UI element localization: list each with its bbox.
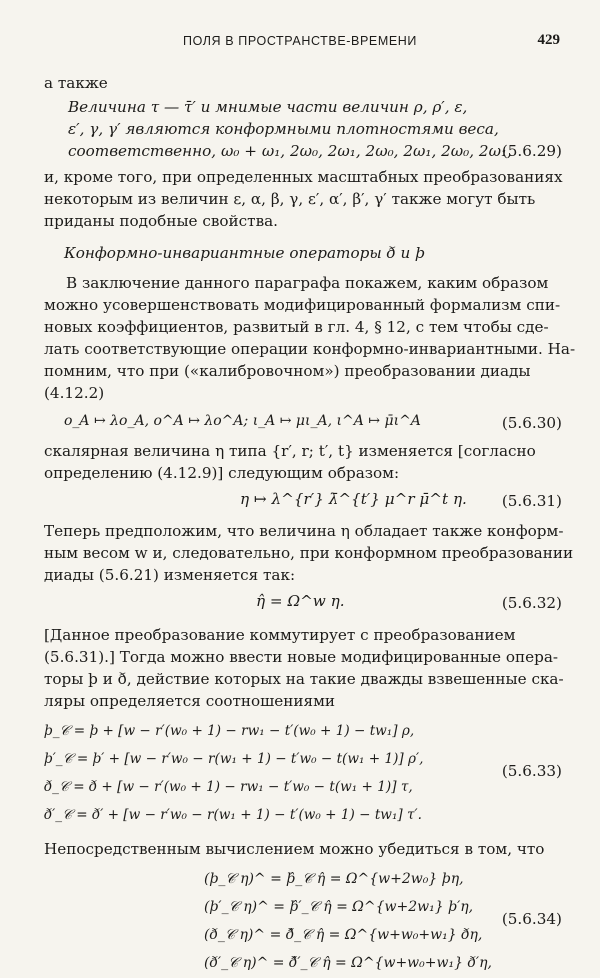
equation-formula: η̂ = Ω^w η. bbox=[256, 592, 345, 610]
equation-line: ð_𝒞 = ð + [w − r′(w₀ + 1) − rw₁ − t′w₀ − t(w₁ + 1)] τ, bbox=[44, 779, 413, 795]
equation-line: (ð_𝒞 η)^ = ð̂_𝒞 η̂ = Ω^{w+w₀+w₁} ðη, bbox=[204, 927, 483, 943]
paragraph bbox=[44, 624, 562, 712]
equation-number: (5.6.31) bbox=[501, 492, 562, 510]
statement-line: соответственно, ω₀ + ω₁, 2ω₀, 2ω₁, 2ω₀, 2ω₁, 2ω₀, 2ω₁, bbox=[68, 142, 512, 160]
paragraph-line: скалярная величина η типа {r′, r; t′, t} изменяется [согласно bbox=[44, 442, 536, 460]
statement-5-6-29 bbox=[68, 96, 562, 162]
paragraph-line: ляры определяется соотношениями bbox=[44, 692, 336, 710]
equation-5-6-33 bbox=[44, 718, 562, 830]
equation-number: (5.6.34) bbox=[501, 910, 562, 928]
paragraph-line: приданы подобные свойства. bbox=[44, 212, 279, 230]
paragraph-line: помним, что при («калибровочном») преобразовании диады bbox=[44, 362, 531, 380]
paragraph-line: Непосредственным вычислением можно убедиться в том, что bbox=[44, 840, 545, 858]
paragraph-line: определению (4.12.9)] следующим образом: bbox=[44, 464, 400, 482]
paragraph-line: В заключение данного параграфа покажем, каким образом bbox=[66, 274, 549, 292]
equation-line: (þ_𝒞 η)^ = þ̂_𝒞 η̂ = Ω^{w+2w₀} þη, bbox=[204, 871, 464, 887]
paragraph-line: лать соответствующие операции конформно-инвариантными. На- bbox=[44, 340, 576, 358]
equation-line: (ð′_𝒞 η)^ = ð̂′_𝒞 η̂ = Ω^{w+w₀+w₁} ð′η, bbox=[204, 955, 492, 971]
equation-5-6-34 bbox=[44, 866, 562, 978]
body-line: а также bbox=[44, 74, 108, 92]
paragraph bbox=[44, 272, 576, 404]
running-head bbox=[0, 34, 600, 56]
equation-5-6-30 bbox=[44, 410, 562, 436]
paragraph-line: [Данное преобразование коммутирует с преобразованием bbox=[44, 626, 516, 644]
equation-system bbox=[44, 718, 423, 830]
equation-number: (5.6.32) bbox=[501, 594, 562, 612]
paragraph-line: и, кроме того, при определенных масштабных преобразованиях bbox=[44, 168, 563, 186]
paragraph bbox=[44, 520, 574, 586]
paragraph-line: ным весом w и, следовательно, при конформном преобразовании bbox=[44, 544, 574, 562]
paragraph bbox=[44, 440, 562, 484]
equation-formula: o_A ↦ λo_A, o^A ↦ λo^A; ι_A ↦ μι_A, ι^A ↦ μ̄ι^A bbox=[64, 413, 421, 429]
equation-formula: η ↦ λ^{r′} λ̄^{t′} μ^r μ̄^t η. bbox=[240, 490, 467, 508]
equation-line: (þ′_𝒞 η)^ = þ̂′_𝒞 η̂ = Ω^{w+2w₁} þ′η, bbox=[204, 899, 474, 915]
equation-line: þ_𝒞 = þ + [w − r′(w₀ + 1) − rw₁ − t′(w₀ + 1) − tw₁] ρ, bbox=[44, 723, 415, 739]
equation-line: þ′_𝒞 = þ′ + [w − r′w₀ − r(w₁ + 1) − t′w₀ − t(w₁ + 1)] ρ′, bbox=[44, 751, 424, 767]
paragraph-line: диады (5.6.21) изменяется так: bbox=[44, 566, 296, 584]
paragraph-line: некоторым из величин ε, α, β, γ, ε′, α′, β′, γ′ также могут быть bbox=[44, 190, 536, 208]
paragraph-line: новых коэффициентов, развитый в гл. 4, § 12, с тем чтобы сде- bbox=[44, 318, 549, 336]
equation-line: ð′_𝒞 = ð′ + [w − r′w₀ − r(w₁ + 1) − t′(w₀ + 1) − tw₁] τ′. bbox=[44, 807, 422, 823]
paragraph bbox=[44, 166, 562, 232]
page-body bbox=[44, 72, 576, 978]
paragraph-line: Теперь предположим, что величина η обладает также конформ- bbox=[44, 522, 564, 540]
equation-number: (5.6.33) bbox=[501, 762, 562, 780]
equation-system bbox=[204, 866, 492, 978]
equation-5-6-32 bbox=[44, 590, 562, 616]
section-heading: Конформно-инвариантные операторы ð и þ bbox=[64, 244, 425, 262]
paragraph-line: (4.12.2) bbox=[44, 384, 105, 402]
equation-number: (5.6.29) bbox=[501, 142, 562, 160]
paragraph-line: (5.6.31).] Тогда можно ввести новые модифицированные опера- bbox=[44, 648, 559, 666]
paragraph-line: можно усовершенствовать модифицированный формализм спи- bbox=[44, 296, 561, 314]
page-number: 429 bbox=[537, 32, 560, 48]
statement-line: Величина τ — τ̄′ и мнимые части величин ρ, ρ′, ε, bbox=[68, 98, 468, 116]
equation-5-6-31 bbox=[44, 488, 562, 514]
paragraph-line: торы þ и ð, действие которых на такие дважды взвешенные ска- bbox=[44, 670, 564, 688]
statement-line: ε′, γ, γ′ являются конформными плотностями веса, bbox=[68, 120, 499, 138]
equation-number: (5.6.30) bbox=[501, 414, 562, 432]
running-title: ПОЛЯ В ПРОСТРАНСТВЕ-ВРЕМЕНИ bbox=[182, 34, 418, 48]
